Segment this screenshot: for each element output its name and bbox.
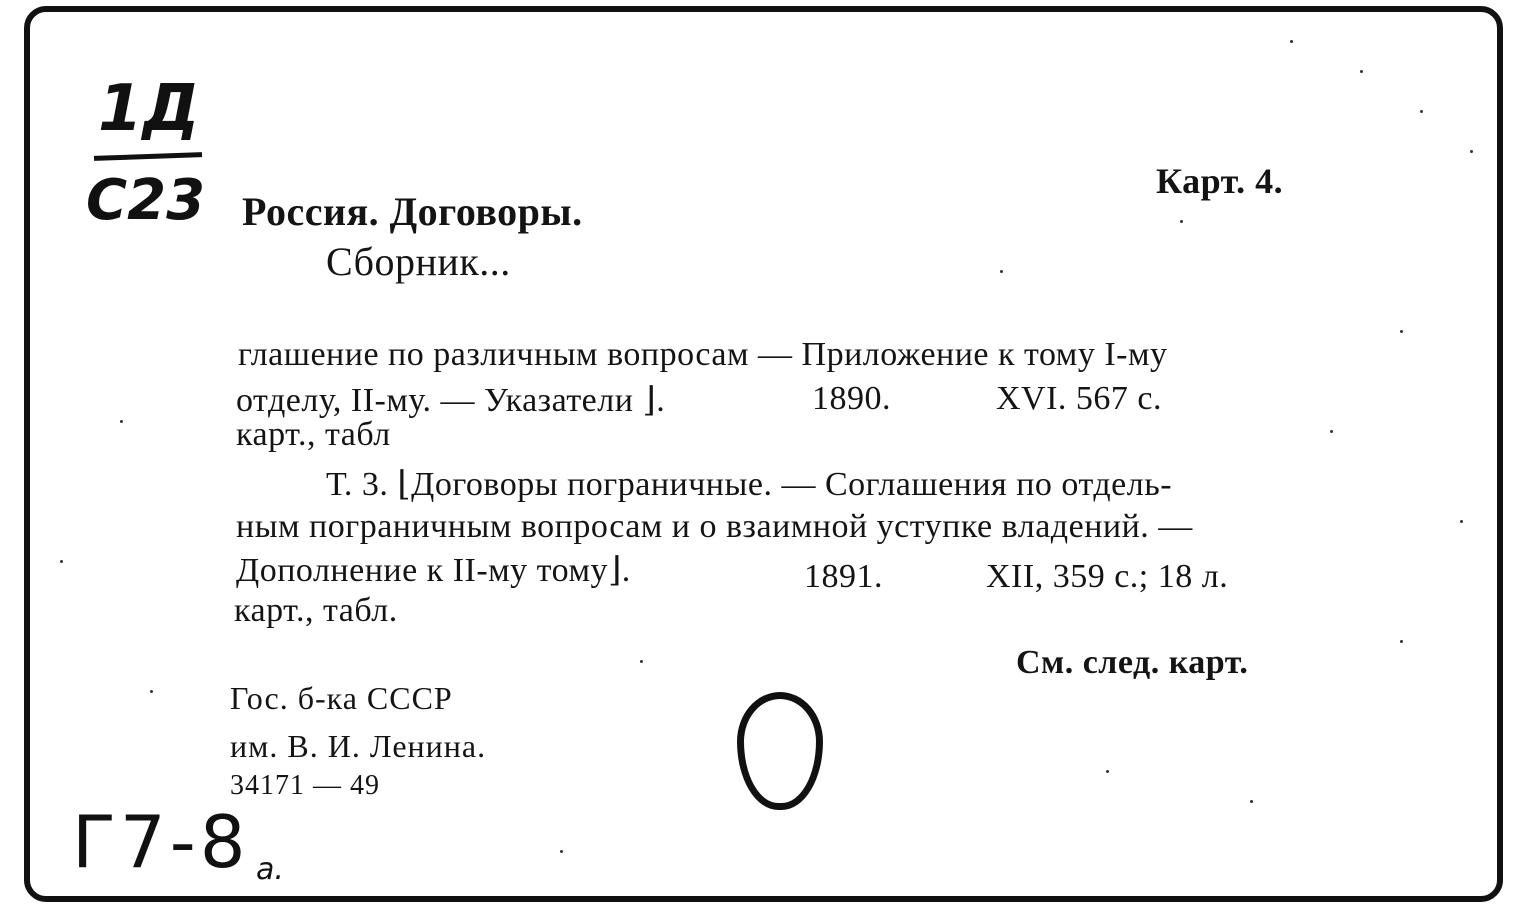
scan-speck <box>1400 330 1403 333</box>
scan-speck <box>150 690 153 693</box>
card-number: Карт. 4. <box>1156 161 1284 201</box>
body-line-2-year: 1890. <box>812 380 891 417</box>
scan-speck <box>1330 430 1333 433</box>
t3-line-2: ным пограничным вопросам и о взаимной уступке владений. — <box>236 508 1193 545</box>
scan-speck <box>1290 40 1293 43</box>
see-next-card: См. след. карт. <box>1016 644 1249 681</box>
body-line-1: глашение по различным вопросам — Приложение к тому I-му <box>238 336 1168 373</box>
scan-speck <box>1460 520 1463 523</box>
library-line-2: им. В. И. Ленина. <box>230 728 487 764</box>
scan-speck <box>120 420 123 423</box>
scan-speck <box>1470 150 1473 153</box>
scan-speck <box>560 850 563 853</box>
body-line-3: карт., табл <box>236 416 391 453</box>
scan-speck <box>1360 70 1363 73</box>
body-line-2-pages: XVI. 567 с. <box>996 380 1163 417</box>
library-line-3: 34171 — 49 <box>230 770 380 801</box>
t3-line-3-pages: XII, 359 с.; 18 л. <box>986 558 1229 595</box>
heading-line-2: Сборник... <box>326 239 511 284</box>
body-line-2: отделу, II-му. — Указатели ⌋. <box>236 382 666 419</box>
t3-line-3: Дополнение к II-му тому⌋. <box>236 552 631 589</box>
library-line-1: Гос. б-ка СССР <box>230 680 453 716</box>
shelfmark-top: 1Д <box>98 72 200 146</box>
handwritten-bottom-suffix: а. <box>256 852 284 887</box>
t3-line-3-year: 1891. <box>804 558 883 595</box>
scan-speck <box>1000 270 1003 273</box>
scan-speck <box>1106 770 1109 773</box>
scan-speck <box>1180 220 1183 223</box>
scan-speck <box>60 560 63 563</box>
heading-line-1: Россия. Договоры. <box>242 189 583 234</box>
t3-line-4: карт., табл. <box>234 592 398 629</box>
handwritten-bottom-mark: Г7-8 <box>72 800 250 884</box>
scan-speck <box>640 660 643 663</box>
t3-line-1: Т. 3. ⌊Договоры пограничные. — Соглашения по отдель- <box>326 466 1173 503</box>
scan-speck <box>1250 800 1253 803</box>
scan-speck <box>1400 640 1403 643</box>
scan-speck <box>1420 110 1423 113</box>
shelfmark-bottom: C23 <box>86 168 206 233</box>
